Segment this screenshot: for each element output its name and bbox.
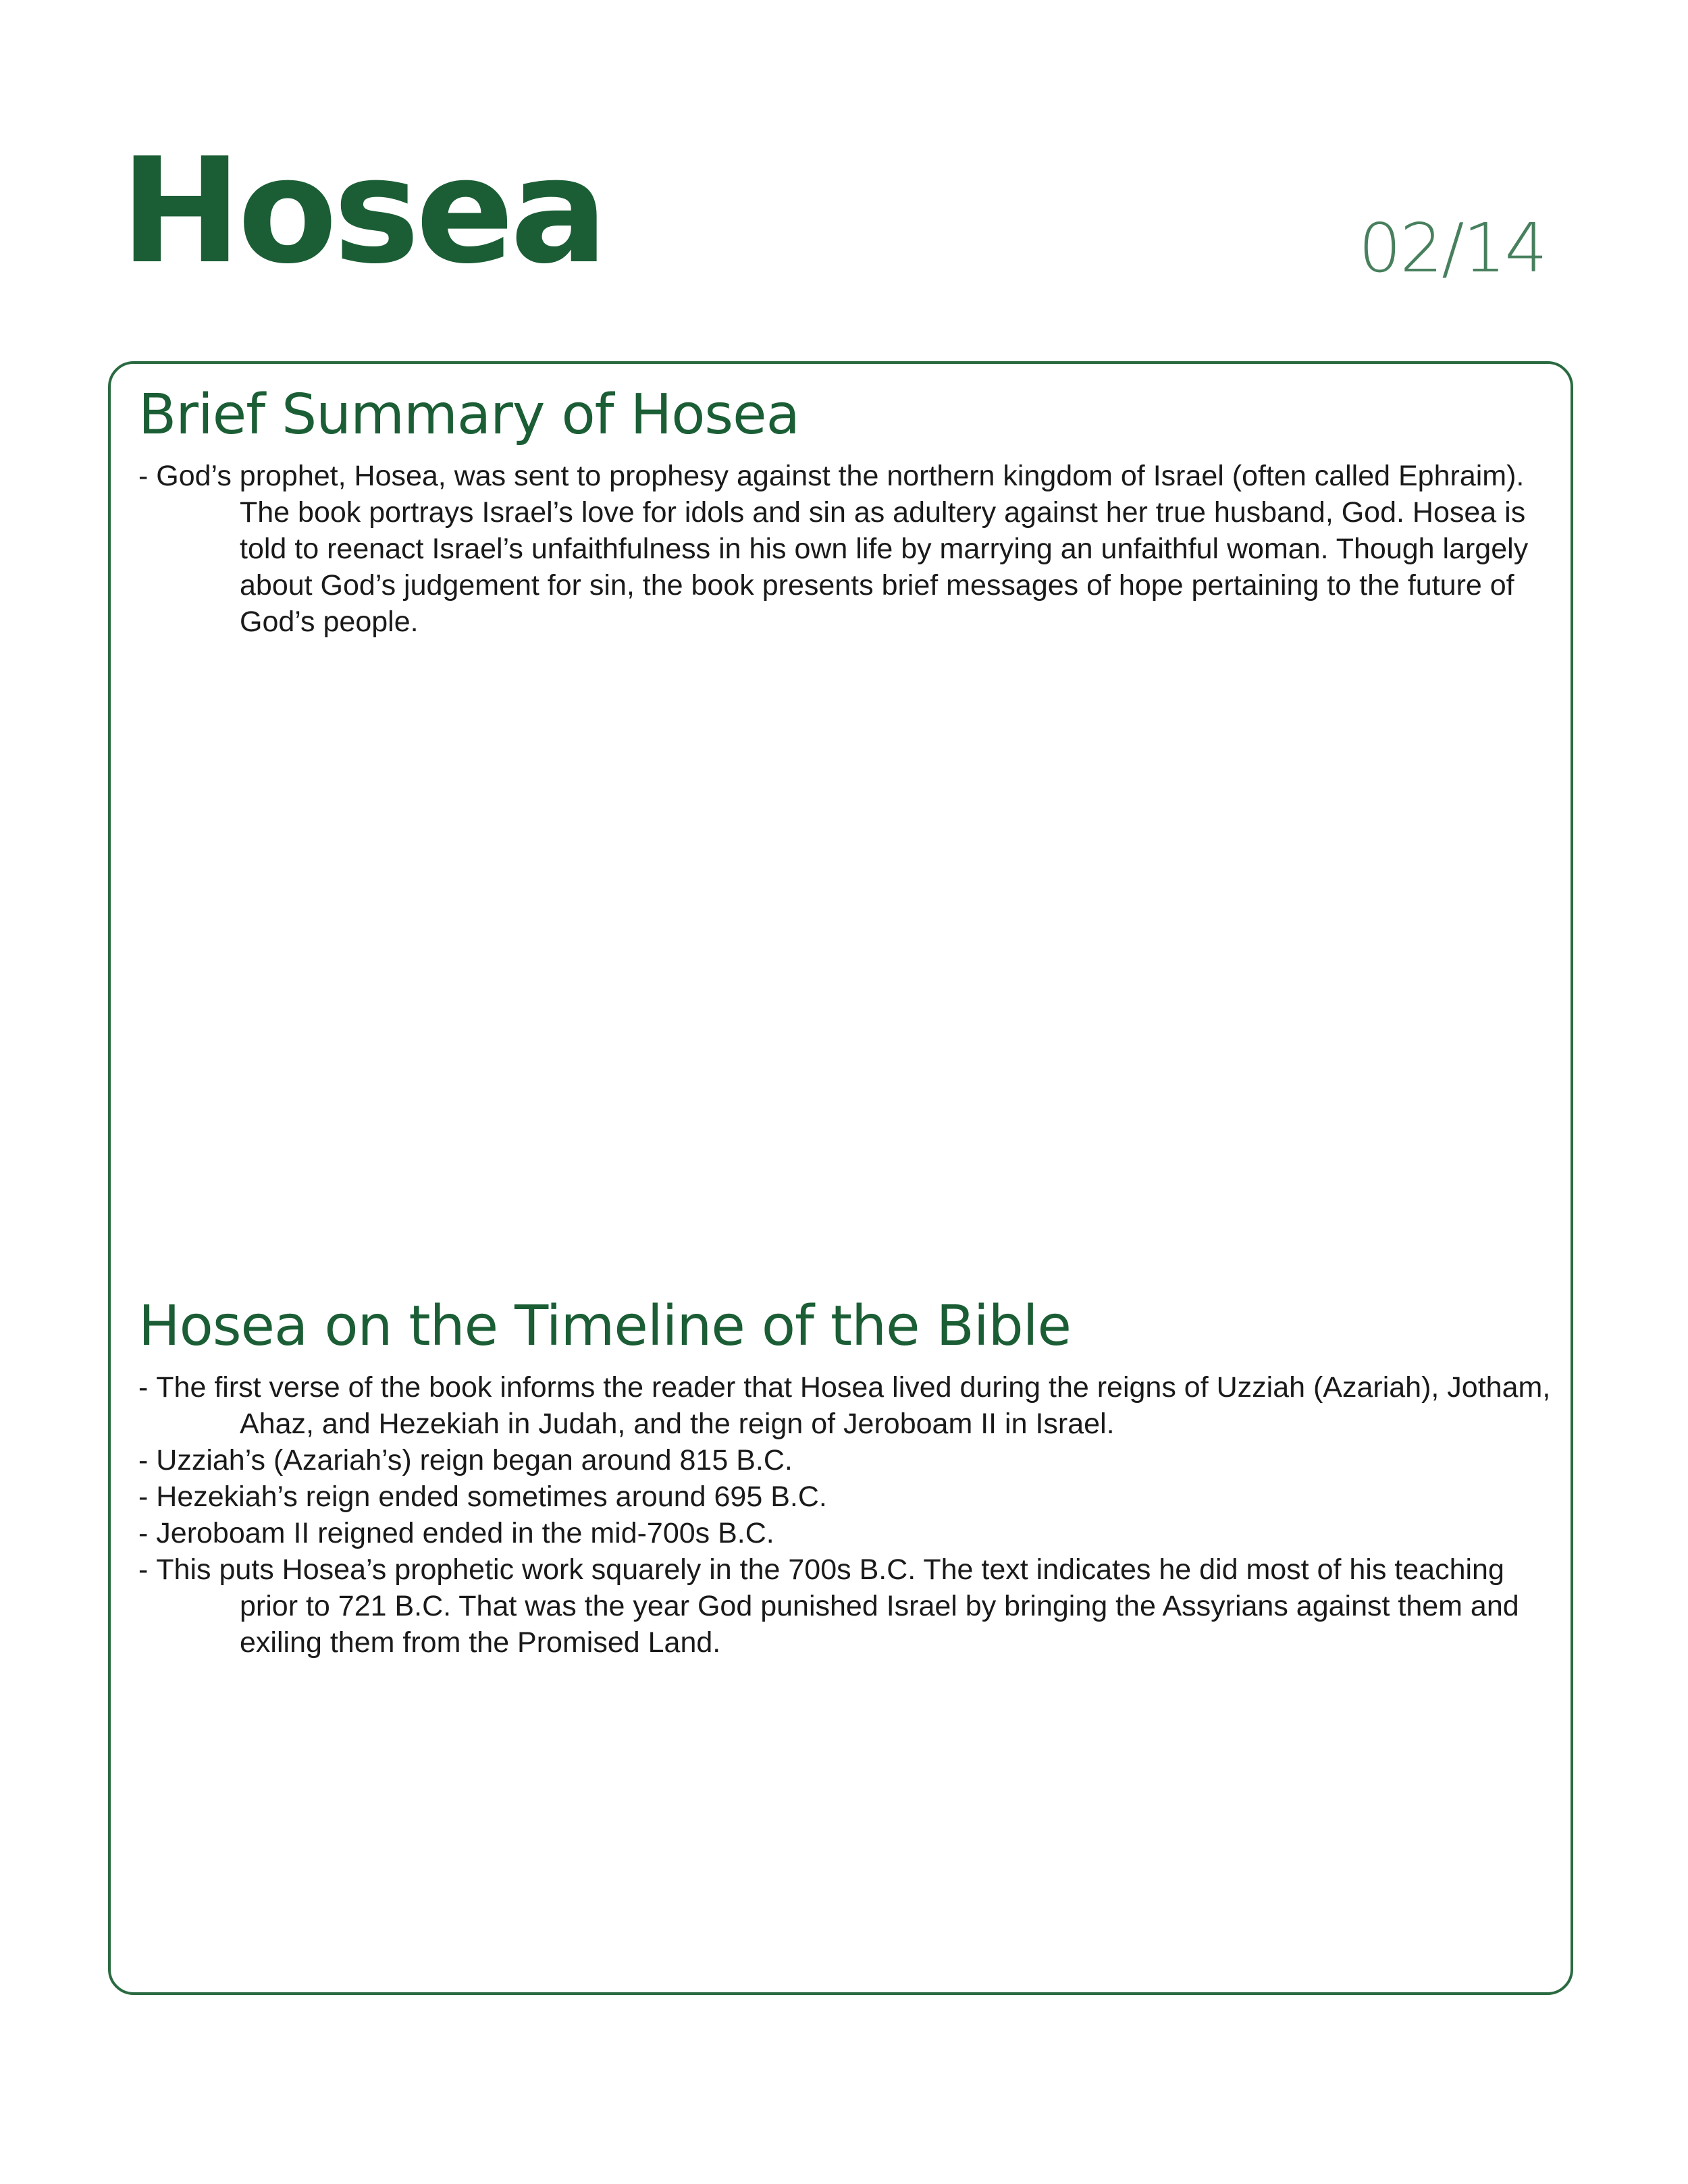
section-heading: Brief Summary of Hosea (138, 383, 799, 447)
list-item-text: Jeroboam II reigned ended in the mid-700s B.C. (156, 1517, 774, 1550)
list-item-text: God’s prophet, Hosea, was sent to prophesy against the northern kingdom of Israel (often called Ephraim). The book portrays Israel’s love for idols and sin as adultery against her true husband, God. Hosea is told to reenact Israel’s unfaithfulness in his own life by marrying an unfaithful woman. Though largely about God’s judgement for sin, the book presents brief messages of hope pertaining to the future of God’s people. (156, 460, 1529, 639)
list-item-text: The first verse of the book informs the reader that Hosea lived during the reigns of Uzziah (Azariah), Jotham, Ahaz, and Hezekiah in Judah, and the reign of Jeroboam II in Israel. (156, 1371, 1551, 1441)
timeline-bullet-list (138, 1369, 1556, 1661)
list-item (138, 458, 1556, 640)
bullet-dash: - (138, 1553, 157, 1587)
section-brief-summary (138, 385, 1556, 640)
section-timeline (138, 1296, 1556, 1661)
section-heading: Hosea on the Timeline of the Bible (138, 1294, 1071, 1358)
list-item (138, 1442, 1556, 1479)
list-item (138, 1551, 1556, 1661)
bullet-dash: - (138, 1481, 157, 1514)
bullet-dash: - (138, 1517, 157, 1550)
list-item-text: Hezekiah’s reign ended sometimes around 695 B.C. (156, 1481, 827, 1514)
list-item (138, 1479, 1556, 1515)
list-item (138, 1515, 1556, 1551)
page-title: Hosea (120, 126, 604, 296)
list-item (138, 1369, 1556, 1442)
bullet-dash: - (138, 1371, 157, 1404)
bullet-dash: - (138, 1444, 157, 1477)
summary-bullet-list (138, 458, 1556, 640)
bullet-dash: - (138, 460, 157, 493)
list-item-text: This puts Hosea’s prophetic work squarely in the 700s B.C. The text indicates he did most of his teaching prior to 721 B.C. That was the year God punished Israel by bringing the Assyrians against them and exiling them from the Promised Land. (156, 1553, 1519, 1659)
list-item-text: Uzziah’s (Azariah’s) reign began around 815 B.C. (156, 1444, 793, 1477)
page-number: 02/14 (1358, 209, 1546, 288)
